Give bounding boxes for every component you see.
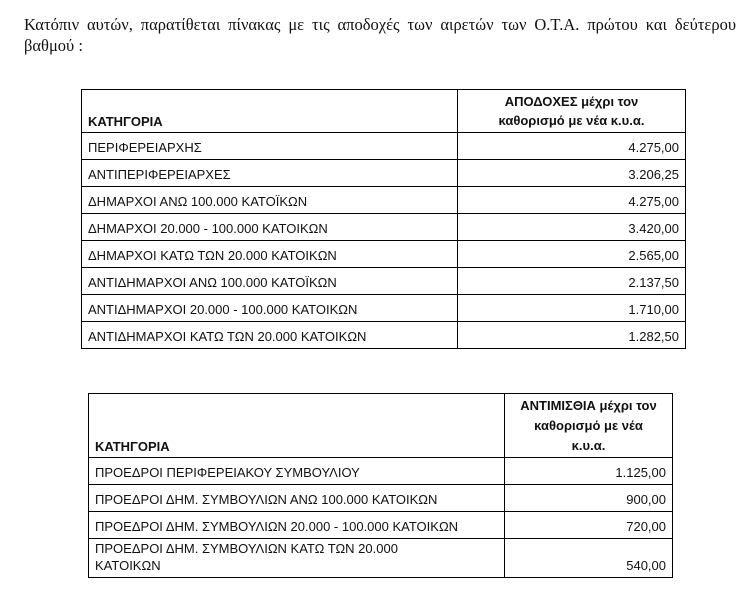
table-row — [82, 241, 686, 268]
cell-amount: 1.282,50 — [458, 322, 686, 349]
header-category: ΚΑΤΗΓΟΡΙΑ — [82, 90, 458, 133]
table-row — [82, 268, 686, 295]
cell-category: ΠΕΡΙΦΕΡΕΙΑΡΧΗΣ — [82, 133, 458, 160]
cell-category-line1: ΠΡΟΕΔΡΟΙ ΔΗΜ. ΣΥΜΒΟΥΛΙΩΝ ΚΑΤΩ ΤΩΝ 20.000 — [95, 541, 398, 556]
cell-amount: 4.275,00 — [458, 133, 686, 160]
cell-category: ΔΗΜΑΡΧΟΙ ΑΝΩ 100.000 ΚΑΤΟΪΚΩΝ — [82, 187, 458, 214]
header-amount — [458, 90, 686, 133]
cell-amount: 900,00 — [505, 485, 673, 512]
cell-category: ΠΡΟΕΔΡΟΙ ΠΕΡΙΦΕΡΕΙΑΚΟΥ ΣΥΜΒΟΥΛΙΟΥ — [89, 458, 505, 485]
header-amount-line2: καθορισμό με νέα κ.υ.α. — [498, 113, 645, 128]
table-row — [89, 458, 673, 485]
table-header-row — [89, 394, 673, 458]
cell-category: ΔΗΜΑΡΧΟΙ ΚΑΤΩ ΤΩΝ 20.000 ΚΑΤΟΙΚΩΝ — [82, 241, 458, 268]
table-row — [82, 187, 686, 214]
intro-paragraph: Κατόπιν αυτών, παρατίθεται πίνακας με τις αποδοχές των αιρετών των Ο.Τ.Α. πρώτου και δεύτερου βαθμού : — [24, 15, 736, 55]
cell-category: ΠΡΟΕΔΡΟΙ ΔΗΜ. ΣΥΜΒΟΥΛΙΩΝ 20.000 - 100.000 ΚΑΤΟΙΚΩΝ — [89, 512, 505, 539]
cell-amount: 3.206,25 — [458, 160, 686, 187]
cell-amount: 2.565,00 — [458, 241, 686, 268]
salaries-table — [81, 89, 686, 349]
cell-category: ΑΝΤΙΠΕΡΙΦΕΡΕΙΑΡΧΕΣ — [82, 160, 458, 187]
cell-amount: 1.710,00 — [458, 295, 686, 322]
cell-amount: 4.275,00 — [458, 187, 686, 214]
header-amount-line1: ΑΠΟΔΟΧΕΣ μέχρι τον — [504, 94, 639, 109]
table-row — [82, 214, 686, 241]
cell-amount: 3.420,00 — [458, 214, 686, 241]
cell-category: ΑΝΤΙΔΗΜΑΡΧΟΙ ΚΑΤΩ ΤΩΝ 20.000 ΚΑΤΟΙΚΩΝ — [82, 322, 458, 349]
table-row — [82, 295, 686, 322]
cell-category: ΑΝΤΙΔΗΜΑΡΧΟΙ 20.000 - 100.000 ΚΑΤΟΙΚΩΝ — [82, 295, 458, 322]
cell-amount: 540,00 — [505, 539, 673, 578]
cell-category-line2: ΚΑΤΟΙΚΩΝ — [95, 558, 161, 573]
table-row — [82, 133, 686, 160]
cell-amount: 1.125,00 — [505, 458, 673, 485]
cell-category: ΔΗΜΑΡΧΟΙ 20.000 - 100.000 ΚΑΤΟΙΚΩΝ — [82, 214, 458, 241]
header-amount — [505, 394, 673, 458]
table-row — [82, 322, 686, 349]
cell-amount: 2.137,50 — [458, 268, 686, 295]
cell-amount: 720,00 — [505, 512, 673, 539]
header-amount-line1: ΑΝΤΙΜΙΣΘΙΑ μέχρι τον — [520, 397, 657, 413]
table-row — [82, 160, 686, 187]
cell-category: ΠΡΟΕΔΡΟΙ ΔΗΜ. ΣΥΜΒΟΥΛΙΩΝ ΑΝΩ 100.000 ΚΑΤΟΙΚΩΝ — [89, 485, 505, 512]
cell-category — [89, 539, 505, 578]
table-row — [89, 485, 673, 512]
header-amount-line2: καθορισμό με νέα — [534, 417, 643, 433]
header-amount-line3: κ.υ.α. — [571, 437, 606, 453]
header-category: ΚΑΤΗΓΟΡΙΑ — [89, 394, 505, 458]
allowances-table — [88, 393, 673, 578]
cell-category: ΑΝΤΙΔΗΜΑΡΧΟΙ ΑΝΩ 100.000 ΚΑΤΟΪΚΩΝ — [82, 268, 458, 295]
table-row — [89, 539, 673, 578]
table-header-row — [82, 90, 686, 133]
table-row — [89, 512, 673, 539]
